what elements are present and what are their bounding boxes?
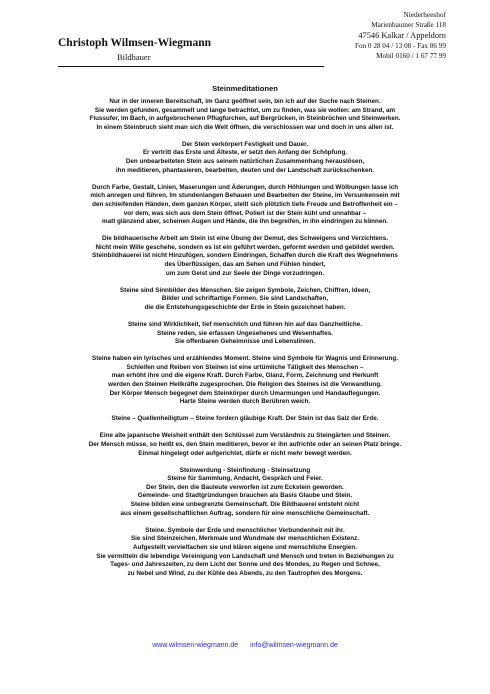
text-line: Der Mensch müsse, so heißt es, den Stein meditieren, bevor er ihn aufrichte oder an seinen Platz bringe. bbox=[88, 441, 402, 448]
text-line: vor dem, was sich aus dem Stein öffnet. Poliert ist der Stein kühl und unnahbar – bbox=[123, 209, 367, 217]
text-line: Schleifen und Reiben von Steinen ist eine urtümliche Tätigkeit des Menschen – bbox=[126, 363, 364, 371]
text-line: Steine – Quellenheiligtum – Steine fordern gläubige Kraft. Der Stein ist das Salz der Erde. bbox=[111, 415, 379, 423]
text-line: die die Entstehungsgeschichte der Erde in Stein gezeichnet haben. bbox=[144, 303, 346, 311]
text-line: Gemeinde- und Stadtgründungen brauchen als Basis Glaube und Stein. bbox=[137, 492, 353, 500]
text-line: um zum Geist und zur Seele der Dinge vorzudringen. bbox=[165, 269, 325, 277]
document-title: Steinmeditationen bbox=[212, 84, 278, 93]
text-line: aus einem gesellschaftlichen Auftrag, sondern für eine menschliche Gemeinschaft. bbox=[120, 509, 370, 517]
paragraph bbox=[28, 141, 462, 175]
text-line: des Überflüssigen, das am Sehen und Fühlen hindert, bbox=[164, 261, 326, 268]
artist-name: Christoph Wilmsen-Wiegmann bbox=[58, 37, 212, 49]
text-line: matt glänzend aber, scheinen Augen und Hände, die ihn begreifen, in ihn eindringen zu können. bbox=[102, 218, 388, 226]
text-line: In einem Steinbruch sieht man sich die Welt öffnen, die verschlossen war und doch in uns allen ist. bbox=[96, 123, 394, 131]
email-link[interactable]: info@wilmsen-wiegmann.de bbox=[250, 642, 338, 649]
paragraph bbox=[28, 415, 462, 424]
text-line: Sie vermitteln die lebendige Vereinigung von Landschaft und Mensch und treten in Beziehungen zu bbox=[96, 552, 394, 560]
text-line: Aufgestellt vervielfachen sie und klären eigene und menschliche Energien. bbox=[133, 543, 357, 551]
text-line: werden den Steinen Heilkräfte zugesprochen. Die Religion des Steines ist die Verwandlung. bbox=[108, 381, 382, 389]
text-line: Steine sind Sinnbilder des Menschen. Sie zeigen Symbole, Zeichen, Chiffren, Ideen, bbox=[119, 286, 371, 294]
text-line: Er vertritt das Erste und Älteste, er setzt den Anfang der Schöpfung. bbox=[142, 149, 348, 157]
footer bbox=[0, 642, 490, 649]
text-line: Der Stein verkörpert Festigkeit und Dauer. bbox=[182, 140, 308, 148]
text-line: Nur in der inneren Bereitschaft, im Ganz geöffnet sein, bin ich auf der Suche nach Steinen. bbox=[109, 98, 381, 105]
text-line: den schleifenden Händen, dem ganzen Körper, stellt sich plötzlich tiefe Freude und Betroffenheit ein – bbox=[92, 200, 398, 208]
text-line: Harte Steine werden durch Berühren weich. bbox=[179, 398, 311, 406]
paragraph bbox=[28, 287, 462, 313]
paragraph bbox=[28, 321, 462, 347]
text-line: Tages- und Jahreszeiten, zu dem Licht der Sonne und des Mondes, zu Regen und Schnee, bbox=[110, 561, 380, 569]
text-line: Der Körper Mensch begegnet dem Steinkörper durch Umarmungen und Handauflegungen. bbox=[109, 389, 381, 397]
paragraph bbox=[28, 98, 462, 132]
text-line: Steine bilden eine unbegrenzte Gemeinschaft. Die Bildhauerei entsteht nicht bbox=[130, 501, 360, 509]
paragraph bbox=[28, 467, 462, 519]
text-line: Steine. Symbole der Erde und menschlicher Verbundenheit mit ihr. bbox=[145, 526, 345, 534]
paragraph bbox=[28, 355, 462, 407]
text-line: Die bildhauerische Arbeit am Stein ist eine Übung der Demut, des Schweigens und Verzichtens. bbox=[102, 235, 388, 243]
text-line: man erhöht ihre und die eigene Kraft. Durch Farbe, Glanz, Form, Zeichnung und Herkunft bbox=[111, 372, 379, 380]
paragraph bbox=[28, 184, 462, 227]
paragraph bbox=[28, 235, 462, 278]
text-line: Sie offenbaren Geheimnisse und Lebenslinien. bbox=[175, 338, 315, 346]
text-line: zu Nebel und Wind, zu der Kühle des Abends, zu den Tautropfen des Morgens. bbox=[127, 569, 363, 577]
address-line: Niederheeshof bbox=[403, 10, 446, 19]
address-line: 47546 Kalkar / Appeldorn bbox=[358, 31, 446, 40]
text-line: Sie werden gefunden, gesammelt und lange betrachtet, um zu finden, was sie wollen: am Strand, am bbox=[94, 106, 396, 114]
text-line: ihn meditieren, phantasieren, bearbeiten, deuten und der Landschaft zurückschenken. bbox=[115, 166, 375, 174]
text-line: Sie sind Steinzeichen, Merkmale und Wundmale der menschlichen Existenz. bbox=[130, 535, 360, 543]
paragraph bbox=[28, 432, 462, 458]
address-line: Fon 0 28 04 / 13 08 - Fax 86 99 bbox=[354, 42, 446, 50]
address-line: Marienbaumer Straße 118 bbox=[371, 21, 446, 29]
text-line: Steinbildhauerei ist nicht Hinzufügen, sondern Eindringen, Schaffen durch die Kraft des Wegnehmens bbox=[92, 252, 398, 260]
text-line: Flussufer, im Bach, in aufgebrochenen Pflugfurchen, auf Bergrücken, in Steinbrüchen und Steinwerken. bbox=[89, 115, 401, 123]
text-line: Eine alte japanische Weisheit enthält den Schlüssel zum Verständnis zu Steingärten und Steinen. bbox=[99, 432, 391, 440]
artist-profession: Bildhauer bbox=[117, 52, 151, 62]
text-line: Steine sind Wirklichkeit, tief menschlich und führen hin auf das Ganzheitliche. bbox=[127, 320, 363, 328]
text-line: Steine reden, sie erfassen Ungesehenes und Wesenhaftes. bbox=[157, 329, 333, 337]
text-line: Der Stein, den die Bauleute verworfen ist zum Eckstein geworden. bbox=[146, 483, 344, 491]
text-line: Steine für Sammlung, Andacht, Gespräch und Feier. bbox=[167, 475, 323, 483]
address-line: Mobil 0160 / 1 67 77 99 bbox=[376, 52, 446, 60]
website-link[interactable]: www.wilmsen-wiegmann.de bbox=[152, 642, 239, 649]
header-divider bbox=[58, 66, 324, 67]
text-line: Steinwerdung - Steinfindung - Steinsetzung bbox=[179, 466, 311, 474]
document-body bbox=[28, 98, 462, 587]
text-line: Steine haben ein lyrisches und erzählendes Moment. Steine sind Symbole für Wagnis und Erinnerung. bbox=[92, 355, 398, 363]
paragraph bbox=[28, 527, 462, 579]
text-line: Einmal hingelegt oder aufgerichtet, dürfe er nicht mehr bewegt werden. bbox=[138, 449, 352, 457]
text-line: Den unbearbeiteten Stein aus seinem natürlichen Zusammenhang herauslösen, bbox=[125, 158, 365, 166]
text-line: Bilder und schriftartige Formen. Sie sind Landschaften, bbox=[161, 295, 329, 303]
address-block bbox=[286, 10, 446, 61]
text-line: mich anregen und führen. Im stundenlangen Behauen und Bearbeiten der Steine, im Versunkensein mit bbox=[90, 192, 400, 200]
text-line: Durch Farbe, Gestalt, Linien, Maserungen und Äderungen, durch Höhlungen und Wölbungen lasse ich bbox=[91, 183, 399, 191]
text-line: Nicht mein Wille geschehe, sondern es ist ein geführt werden, geformt werden und gebildet werden. bbox=[95, 243, 395, 251]
